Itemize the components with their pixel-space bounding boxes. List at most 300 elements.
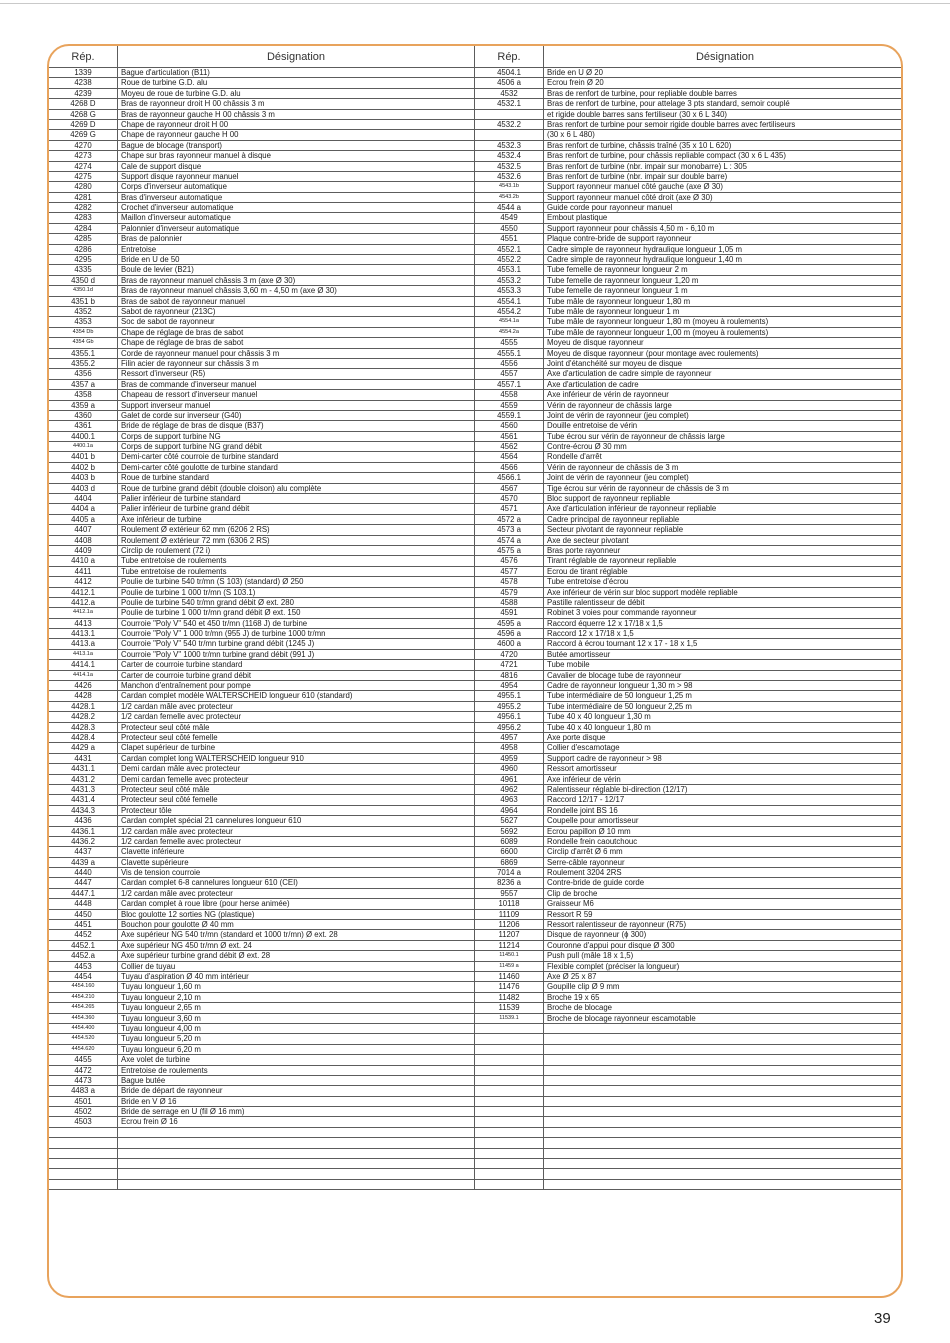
ref-cell: 4283 [49,213,118,222]
table-row [475,411,903,421]
designation-cell: Moyeu de disque rayonneur [547,338,644,348]
designation-cell: Tuyau longueur 5,20 m [121,1034,201,1044]
ref-cell: 6600 [475,847,544,856]
designation-cell: Clavette supérieure [121,857,189,867]
table-row [49,1014,474,1024]
ref-cell: 4454.210 [49,993,118,1002]
table-row [49,328,474,338]
ref-cell: 4436.1 [49,827,118,836]
designation-cell: Moyeu de roue de turbine G.D. alu [121,88,241,98]
designation-cell: Crochet d'inverseur automatique [121,203,234,213]
table-row [475,1149,903,1159]
designation-cell: Poulie de turbine 1 000 tr/mn (S 103.1) [121,587,256,597]
designation-cell [118,1138,474,1147]
table-row [49,681,474,691]
ref-cell: 4956.2 [475,723,544,732]
designation-cell [544,1097,903,1106]
designation-cell: Contre-bride de guide corde [547,878,645,888]
table-row [475,712,903,722]
designation-cell: Carter de courroie turbine standard [121,660,243,670]
ref-cell: 4963 [475,795,544,804]
designation-cell: Ressort ralentisseur de rayonneur (R75) [547,920,687,930]
table-row [475,401,903,411]
ref-cell: 4455 [49,1055,118,1064]
designation-cell: Protecteur seul côté mâle [121,722,210,732]
ref-cell: 4426 [49,681,118,690]
table-row [49,182,474,192]
table-row [49,536,474,546]
designation-cell: Broche de blocage rayonneur escamotable [547,1013,696,1023]
ref-cell: 4269 D [49,120,118,129]
table-row [475,494,903,504]
table-row [49,816,474,826]
ref-cell: 4439 a [49,858,118,867]
designation-cell: Cardan complet modèle WALTERSCHEID longueur 610 (standard) [121,691,353,701]
ref-cell: 4428 [49,691,118,700]
table-row [49,878,474,888]
ref-cell: 11206 [475,920,544,929]
designation-cell: Cardan complet long WALTERSCHEID longueur 910 [121,753,304,763]
table-row [475,1014,903,1024]
designation-cell: Joint de vérin de rayonneur (jeu complet) [547,410,689,420]
designation-cell: Tube mâle de rayonneur longueur 1,80 m (moyeu à roulements) [547,317,769,327]
table-row [475,224,903,234]
designation-cell: Demi cardan femelle avec protecteur [121,774,249,784]
ref-cell: 4357 a [49,380,118,389]
ref-cell: 11207 [475,930,544,939]
table-row [49,795,474,805]
designation-cell: Roulement Ø extérieur 62 mm (6206 2 RS) [121,525,270,535]
designation-cell: Cardan complet 6-8 cannelures longueur 610 (CEI) [121,878,298,888]
table-row [475,754,903,764]
table-row [49,785,474,795]
table-row [475,847,903,857]
designation-cell [544,1086,903,1095]
table-row [475,1076,903,1086]
ref-cell: 4559.1 [475,411,544,420]
table-row [49,1076,474,1086]
table-row [49,598,474,608]
table-header-left [49,46,474,68]
designation-cell: Axe de secteur pivotant [547,535,629,545]
ref-cell: 4350 d [49,276,118,285]
designation-cell: Chapeau de ressort d'inverseur manuel [121,390,258,400]
ref-cell: 4408 [49,536,118,545]
table-row [49,1169,474,1179]
table-row [49,473,474,483]
ref-cell: 9557 [475,889,544,898]
ref-cell: 4721 [475,660,544,669]
table-row [475,993,903,1003]
ref-cell: 4578 [475,577,544,586]
designation-cell: Bride en U Ø 20 [547,68,603,77]
designation-cell: Demi cardan mâle avec protecteur [121,764,241,774]
table-row [49,213,474,223]
ref-cell: 11109 [475,910,544,919]
ref-cell: 4355.1 [49,349,118,358]
ref-cell: 4560 [475,421,544,430]
ref-cell: 4532.3 [475,141,544,150]
designation-cell [118,1169,474,1178]
table-row [475,359,903,369]
table-row [49,930,474,940]
designation-cell: Protecteur seul côté femelle [121,795,218,805]
designation-cell: Bras renfort de turbine (nbr. impair sur monobarre) L : 305 [547,161,747,171]
designation-cell: Cavalier de blocage tube de rayonneur [547,670,682,680]
ref-cell: 4286 [49,245,118,254]
table-row [475,442,903,452]
ref-cell: 6089 [475,837,544,846]
table-row [49,1149,474,1159]
designation-cell: Axe Ø 25 x 87 [547,971,597,981]
table-row [475,702,903,712]
ref-cell: 4554.2a [475,328,544,337]
ref-cell: 4428.1 [49,702,118,711]
table-row [475,608,903,618]
ref-cell: 11482 [475,993,544,1002]
table-row [49,1097,474,1107]
designation-cell: Boule de levier (B21) [121,265,194,275]
designation-cell [544,1149,903,1158]
ref-cell: 4404 a [49,504,118,513]
designation-cell: Bague butée [121,1075,166,1085]
table-row [475,193,903,203]
designation-cell: Axe d'articulation de cadre [547,379,639,389]
designation-cell: Courroie "Poly V" 540 et 450 tr/mn (1168 J) de turbine [121,618,308,628]
designation-cell: Broche de blocage [547,1003,613,1013]
designation-cell: Manchon d'entraînement pour pompe [121,681,251,691]
ref-cell [475,110,544,119]
table-row [49,307,474,317]
ref-cell: 4413.1 [49,629,118,638]
table-row [49,650,474,660]
designation-cell: Support rayonneur manuel côté gauche (axe Ø 30) [547,182,723,192]
ref-cell: 4572 a [475,515,544,524]
designation-cell: Cadre simple de rayonneur hydraulique longueur 1,05 m [547,244,743,254]
designation-cell: Axe volet de turbine [121,1055,190,1065]
ref-cell: 4285 [49,234,118,243]
ref-cell [475,1024,544,1033]
table-row [49,577,474,587]
designation-cell: Bras de rayonneur manuel châssis 3,60 m - 4,50 m (axe Ø 30) [121,286,337,296]
designation-cell: Rondelle d'arrêt [547,452,602,462]
designation-cell: Axe inférieur de vérin de rayonneur [547,390,669,400]
designation-cell: Courroie "Poly V" 1 000 tr/mn (955 J) de turbine 1000 tr/mn [121,629,326,639]
designation-cell [544,1117,903,1126]
ref-cell: 4358 [49,390,118,399]
table-row [49,941,474,951]
table-row [49,265,474,275]
designation-cell: Tuyau longueur 1,60 m [121,982,201,992]
table-row [475,1117,903,1127]
table-row [49,806,474,816]
table-row [475,1107,903,1117]
designation-cell: Bague d'articulation (B11) [121,68,210,77]
ref-cell: 4412.1 [49,588,118,597]
designation-cell [544,1066,903,1075]
ref-cell: 4452.1 [49,941,118,950]
ref-cell: 4553.1 [475,265,544,274]
ref-cell: 4354 Db [49,328,118,337]
designation-cell: Ecrou de tirant réglable [547,566,628,576]
table-row [475,110,903,120]
table-row [49,203,474,213]
ref-cell: 10118 [475,899,544,908]
ref-cell: 4351 b [49,297,118,306]
designation-cell: Bride de départ de rayonneur [121,1086,223,1096]
ref-cell: 4281 [49,193,118,202]
designation-cell: Tube intermédiaire de 50 longueur 2,25 m [547,701,692,711]
table-row [49,380,474,390]
ref-cell: 4452.a [49,951,118,960]
table-row [49,1003,474,1013]
table-row [49,837,474,847]
designation-cell: Bras de rayonneur gauche H 00 châssis 3 m [121,109,275,119]
ref-cell: 4588 [475,598,544,607]
table-row [49,567,474,577]
table-row [49,515,474,525]
designation-cell: Couronne d'appui pour disque Ø 300 [547,940,675,950]
table-row [49,671,474,681]
table-row [475,255,903,265]
table-row [49,99,474,109]
table-row [49,1138,474,1148]
table-row [49,733,474,743]
table-row [49,754,474,764]
page-top-rule [0,3,950,4]
designation-cell: Tube écrou sur vérin de rayonneur de châssis large [547,431,725,441]
ref-cell: 4354 Gb [49,338,118,347]
designation-cell: Bras de renfort de turbine, pour repliable double barres [547,88,737,98]
table-row [49,349,474,359]
designation-cell: Flexible complet (préciser la longueur) [547,961,680,971]
table-row [475,380,903,390]
ref-cell: 4407 [49,525,118,534]
table-row [49,982,474,992]
table-row [49,712,474,722]
designation-cell: Roue de turbine grand débit (double cloison) alu complète [121,483,322,493]
ref-cell: 4576 [475,556,544,565]
designation-cell: Ecrou papillon Ø 10 mm [547,826,631,836]
designation-cell: Bras renfort de turbine (nbr. impair sur double barre) [547,171,728,181]
designation-cell: Push pull (mâle 18 x 1,5) [547,951,634,961]
designation-cell: Pastille ralentisseur de débit [547,597,645,607]
table-row [49,702,474,712]
designation-cell: Rondelle frein caoutchouc [547,836,638,846]
table-row [49,1128,474,1138]
designation-cell: Axe porte disque [547,733,606,742]
designation-cell: Moyeu de disque rayonneur (pour montage avec roulements) [547,348,759,358]
ref-cell: 4450 [49,910,118,919]
ref-cell: 4454.360 [49,1014,118,1023]
designation-cell: Demi-carter côté goulotte de turbine standard [121,462,278,472]
ref-cell: 8236 a [475,878,544,887]
ref-cell: 4955.1 [475,691,544,700]
ref-cell [475,1086,544,1095]
table-row [475,660,903,670]
table-row [49,847,474,857]
designation-cell: Embout plastique [547,213,608,223]
ref-cell [475,1107,544,1116]
table-row [49,723,474,733]
table-row [49,1159,474,1169]
ref-cell: 4558 [475,390,544,399]
table-row [475,525,903,535]
designation-cell: Filin acier de rayonneur sur châssis 3 m [121,358,259,368]
table-row [49,390,474,400]
table-row [475,203,903,213]
table-row [49,556,474,566]
table-row [475,504,903,514]
ref-cell: 4360 [49,411,118,420]
ref-cell: 4554.1a [475,317,544,326]
designation-cell: Galet de corde sur inverseur (G40) [121,410,242,420]
ref-cell: 4452 [49,930,118,939]
ref-cell: 4600 a [475,639,544,648]
table-row [49,639,474,649]
designation-cell: Joint de vérin de rayonneur (jeu complet) [547,473,689,483]
ref-cell: 4958 [475,743,544,752]
table-row [475,629,903,639]
ref-cell: 4268 G [49,110,118,119]
ref-cell: 4473 [49,1076,118,1085]
table-row [49,993,474,1003]
designation-cell: Tube intermédiaire de 50 longueur 1,25 m [547,691,692,701]
table-row [49,1045,474,1055]
designation-cell: Bras de sabot de rayonneur manuel [121,296,245,306]
ref-cell: 11476 [475,982,544,991]
ref-cell: 4964 [475,806,544,815]
table-row [475,556,903,566]
table-row [49,452,474,462]
designation-cell: Protecteur tôle [121,805,172,815]
ref-cell: 11460 [475,972,544,981]
table-row [49,868,474,878]
designation-cell [544,1024,903,1033]
table-row [49,764,474,774]
designation-cell: Bras de commande d'inverseur manuel [121,379,257,389]
ref-cell: 4270 [49,141,118,150]
table-row [475,546,903,556]
designation-cell: Bloc support de rayonneur repliable [547,494,671,504]
parts-column-left [49,46,474,1190]
table-row [475,1180,903,1190]
table-row [49,951,474,961]
table-row [475,691,903,701]
ref-cell: 4401 b [49,452,118,461]
ref-cell: 4413.a [49,639,118,648]
ref-cell: 4566.1 [475,473,544,482]
ref-cell: 4566 [475,463,544,472]
table-row [49,317,474,327]
designation-cell: Contre-écrou Ø 30 mm [547,442,627,452]
designation-cell: Rondelle joint BS 16 [547,805,618,815]
table-row [475,99,903,109]
table-row [475,328,903,338]
ref-cell: 4571 [475,504,544,513]
designation-cell: Joint d'étanchéité sur moyeu de disque [547,358,682,368]
designation-cell: Plaque contre-bride de support rayonneur [547,234,692,244]
table-row [475,1003,903,1013]
ref-cell: 4575 a [475,546,544,555]
ref-cell [475,1066,544,1075]
ref-cell: 4434.3 [49,806,118,815]
table-row [475,577,903,587]
designation-cell: Chape de réglage de bras de sabot [121,338,244,348]
ref-cell: 4440 [49,868,118,877]
ref-cell [49,1169,118,1178]
designation-cell: Vis de tension courroie [121,868,201,878]
designation-cell: Ralentisseur réglable bi-direction (12/17) [547,784,688,794]
table-row [49,1180,474,1190]
ref-header: Rép. [475,46,544,67]
designation-cell: Tuyau longueur 2,10 m [121,992,201,1002]
designation-cell: Bride de réglage de bras de disque (B37) [121,421,264,431]
table-row [475,265,903,275]
designation-cell [544,1045,903,1054]
table-row [49,245,474,255]
ref-cell: 4405 a [49,515,118,524]
designation-cell: Vérin de rayonneur de châssis de 3 m [547,462,679,472]
designation-cell: Protecteur seul côté femelle [121,733,218,742]
designation-cell: Goupille clip Ø 9 mm [547,982,620,992]
ref-cell: 4448 [49,899,118,908]
ref-cell: 4359 a [49,401,118,410]
ref-cell: 4564 [475,452,544,461]
table-row [475,899,903,909]
ref-cell: 4431.1 [49,764,118,773]
designation-cell: Tube femelle de rayonneur longueur 2 m [547,265,688,275]
designation-cell: (30 x 6 L 480) [547,130,595,140]
designation-cell [544,1076,903,1085]
table-row [49,1117,474,1127]
table-row [49,234,474,244]
designation-cell: Butée amortisseur [547,649,611,659]
designation-cell: Cardan complet spécial 21 cannelures longueur 610 [121,816,302,826]
designation-cell: 1/2 cardan femelle avec protecteur [121,836,242,846]
table-row [49,910,474,920]
designation-cell: et rigide double barres sans fertiliseur (30 x 6 L 340) [547,109,728,119]
designation-cell: Tube entretoise de roulements [121,556,227,566]
ref-cell: 4400.1a [49,442,118,451]
ref-cell: 11539 [475,1003,544,1012]
designation-cell: Bloc goulotte 12 sorties NG (plastique) [121,909,255,919]
table-row [49,110,474,120]
ref-cell: 4532.2 [475,120,544,129]
ref-cell: 4400.1 [49,432,118,441]
designation-cell: Entretoise de roulements [121,1065,208,1075]
designation-cell: Raccord 12/17 - 12/17 [547,795,625,805]
ref-cell: 4361 [49,421,118,430]
table-row [475,1024,903,1034]
table-row [475,1066,903,1076]
designation-cell: Roulement 3204 2RS [547,868,622,878]
table-row [475,234,903,244]
table-row [475,141,903,151]
table-row [475,941,903,951]
ref-cell: 4447 [49,878,118,887]
ref-cell: 4957 [475,733,544,742]
ref-cell [49,1149,118,1158]
ref-cell: 4428.2 [49,712,118,721]
designation-cell [544,1169,903,1178]
table-row [49,68,474,78]
designation-cell: Entretoise [121,244,157,254]
designation-cell [544,1138,903,1147]
ref-cell: 4275 [49,172,118,181]
table-row [49,78,474,88]
table-row [475,473,903,483]
